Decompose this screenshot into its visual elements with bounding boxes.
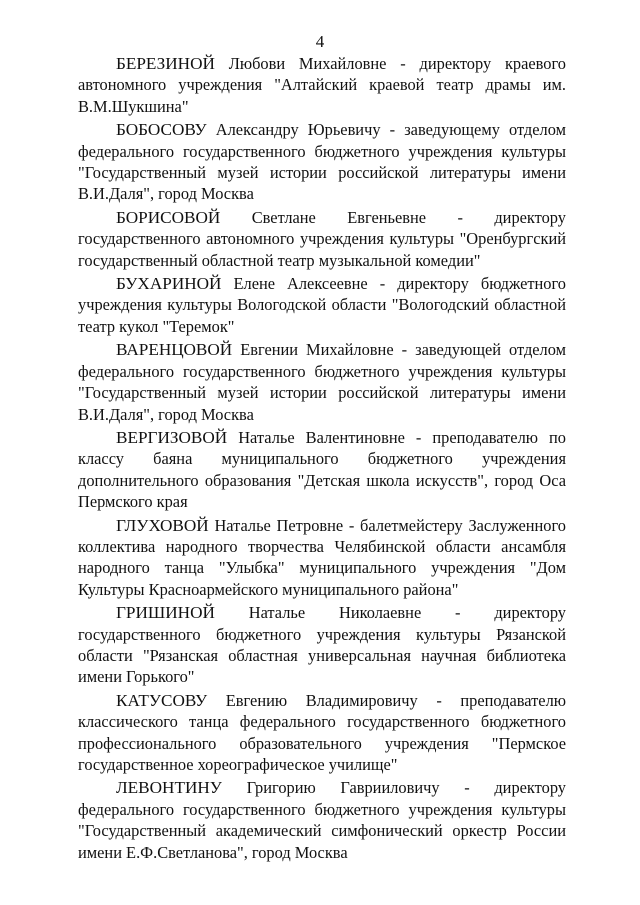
- person-surname: ЛЕВОНТИНУ: [116, 778, 222, 798]
- person-details: Елене Алексеевне - директору бюджетного учреждения культуры Вологодской области "Вологодский областной театр кукол "Теремок": [78, 274, 566, 336]
- person-details: Евгению Владимировичу - преподавателю классического танца федерального государственного бюджетного профессионального образовательного учреждения "Пермское государственное хореографическое училище": [78, 690, 566, 774]
- person-details: Светлане Евгеньевне - директору государственного автономного учреждения культуры "Оренбургский государственный областной театр музыкальной комедии": [78, 207, 566, 270]
- person-surname: ВАРЕНЦОВОЙ: [116, 340, 233, 360]
- person-details: Наталье Петровне - балетмейстеру Заслуженного коллектива народного творчества Челябинской области ансамбля народного танца "Улыбка" муниципального учреждения "Дом Культуры Красноармейского муниципального района": [78, 515, 566, 599]
- person-surname: ВЕРГИЗОВОЙ: [116, 427, 228, 447]
- list-item: [78, 515, 566, 601]
- person-surname: ГЛУХОВОЙ: [116, 515, 209, 535]
- award-list: [78, 53, 566, 865]
- person-details: Григорию Гаврииловичу - директору федерального государственного бюджетного учреждения культуры "Государственный академический симфонический оркестр России имени Е.Ф.Светланова", город Москва: [78, 778, 566, 862]
- person-surname: БЕРЕЗИНОЙ: [116, 54, 215, 73]
- list-item: [78, 273, 566, 337]
- person-surname: БОРИСОВОЙ: [116, 207, 221, 227]
- page-number: 4: [315, 32, 325, 51]
- list-item: [78, 690, 566, 776]
- person-surname: БУХАРИНОЙ: [116, 274, 222, 294]
- list-item: [78, 207, 566, 271]
- person-surname: КАТУСОВУ: [116, 690, 208, 710]
- person-surname: БОБОСОВУ: [116, 120, 207, 140]
- person-details: Евгении Михайловне - заведующей отделом федерального государственного бюджетного учреждения культуры "Государственный музей истории российской литературы имени В.И.Даля", город Москва: [78, 340, 566, 424]
- list-item: [78, 53, 566, 117]
- list-item: [78, 602, 566, 688]
- list-item: [78, 119, 566, 205]
- list-item: [78, 339, 566, 425]
- person-surname: ГРИШИНОЙ: [116, 603, 215, 623]
- person-details: Наталье Валентиновне - преподавателю по классу баяна муниципального бюджетного учреждения дополнительного образования "Детская школа искусств", город Оса Пермского края: [78, 427, 566, 512]
- list-item: [78, 427, 566, 513]
- list-item: [78, 777, 566, 863]
- person-details: Любови Михайловне - директору краевого автономного учреждения "Алтайский краевой театр драмы им. В.М.Шукшина": [78, 54, 566, 116]
- person-details: Наталье Николаевне - директору государственного бюджетного учреждения культуры Рязанской области "Рязанская областная универсальная научная библиотека имени Горького": [78, 603, 566, 687]
- person-details: Александру Юрьевичу - заведующему отделом федерального государственного бюджетного учреждения культуры "Государственный музей истории российской литературы имени В.И.Даля", город Москва: [78, 120, 566, 204]
